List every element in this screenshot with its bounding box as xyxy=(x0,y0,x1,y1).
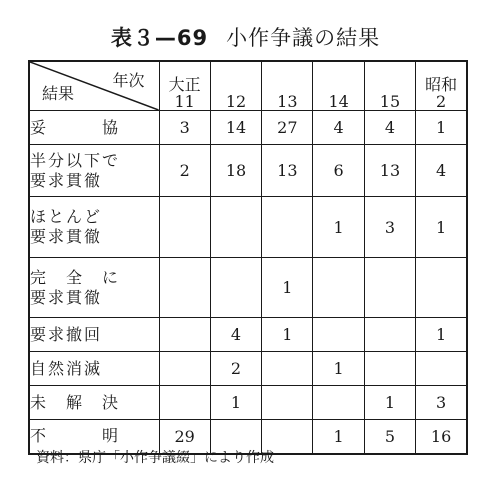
table-cell xyxy=(262,352,313,386)
table-row xyxy=(29,145,467,197)
table-cell: 1 xyxy=(210,386,261,420)
table-row xyxy=(29,111,467,145)
table-cell xyxy=(313,386,364,420)
table-cell xyxy=(313,258,364,318)
table-cell: 1 xyxy=(416,111,467,145)
table-cell: 4 xyxy=(364,111,415,145)
row-label: 不 明 xyxy=(29,420,159,454)
table-cell: 4 xyxy=(210,318,261,352)
header-row xyxy=(29,61,467,111)
table-row xyxy=(29,386,467,420)
table-row xyxy=(29,258,467,318)
table-cell: 5 xyxy=(364,420,415,454)
table-cell xyxy=(159,318,210,352)
table-cell: 1 xyxy=(262,258,313,318)
table-cell xyxy=(262,386,313,420)
table-cell xyxy=(159,352,210,386)
table-cell xyxy=(159,197,210,258)
column-header: 大正 11 xyxy=(159,61,210,111)
row-label: 妥 協 xyxy=(29,111,159,145)
table-cell xyxy=(210,258,261,318)
table-cell: 29 xyxy=(159,420,210,454)
table-cell: 1 xyxy=(416,318,467,352)
row-label: 自然消滅 xyxy=(29,352,159,386)
column-header: 14 xyxy=(313,61,364,111)
table-cell: 3 xyxy=(416,386,467,420)
table-cell xyxy=(159,258,210,318)
table-row xyxy=(29,318,467,352)
table-cell: 4 xyxy=(416,145,467,197)
table-cell: 1 xyxy=(313,352,364,386)
row-label: 要求撤回 xyxy=(29,318,159,352)
table-cell xyxy=(364,352,415,386)
table-cell xyxy=(262,197,313,258)
table-cell: 1 xyxy=(313,420,364,454)
table-cell: 13 xyxy=(262,145,313,197)
row-label: ほとんど 要求貫徹 xyxy=(29,197,159,258)
column-header: 15 xyxy=(364,61,415,111)
table-title-text: 小作争議の結果 xyxy=(226,26,381,50)
table-cell: 27 xyxy=(262,111,313,145)
table-number: 表３—69 xyxy=(110,26,209,50)
column-header: 13 xyxy=(262,61,313,111)
table-cell: 1 xyxy=(262,318,313,352)
table-cell xyxy=(313,318,364,352)
table-row xyxy=(29,352,467,386)
table-cell xyxy=(364,258,415,318)
table-cell: 4 xyxy=(313,111,364,145)
table-cell: 1 xyxy=(313,197,364,258)
corner-cell xyxy=(29,61,159,111)
row-label: 未 解 決 xyxy=(29,386,159,420)
table-cell: 6 xyxy=(313,145,364,197)
table-cell xyxy=(416,258,467,318)
source-note: 資料：県庁「小作争議綴」により作成 xyxy=(36,450,274,466)
table-cell: 18 xyxy=(210,145,261,197)
table-cell: 16 xyxy=(416,420,467,454)
column-header: 12 xyxy=(210,61,261,111)
corner-year-label: 年次 xyxy=(112,71,145,90)
corner-result-label: 結果 xyxy=(42,84,75,103)
table-title xyxy=(0,22,491,52)
table-cell: 2 xyxy=(210,352,261,386)
table-cell: 1 xyxy=(364,386,415,420)
table-cell: 14 xyxy=(210,111,261,145)
table-cell: 3 xyxy=(364,197,415,258)
table-cell: 1 xyxy=(416,197,467,258)
table-cell xyxy=(210,197,261,258)
table-cell: 13 xyxy=(364,145,415,197)
table-cell xyxy=(364,318,415,352)
table-row xyxy=(29,197,467,258)
row-label: 半分以下で 要求貫徹 xyxy=(29,145,159,197)
table-cell: 3 xyxy=(159,111,210,145)
table-cell xyxy=(159,386,210,420)
table-cell xyxy=(416,352,467,386)
column-header: 昭和 2 xyxy=(416,61,467,111)
results-table xyxy=(28,60,468,455)
table-cell: 2 xyxy=(159,145,210,197)
row-label: 完 全 に 要求貫徹 xyxy=(29,258,159,318)
